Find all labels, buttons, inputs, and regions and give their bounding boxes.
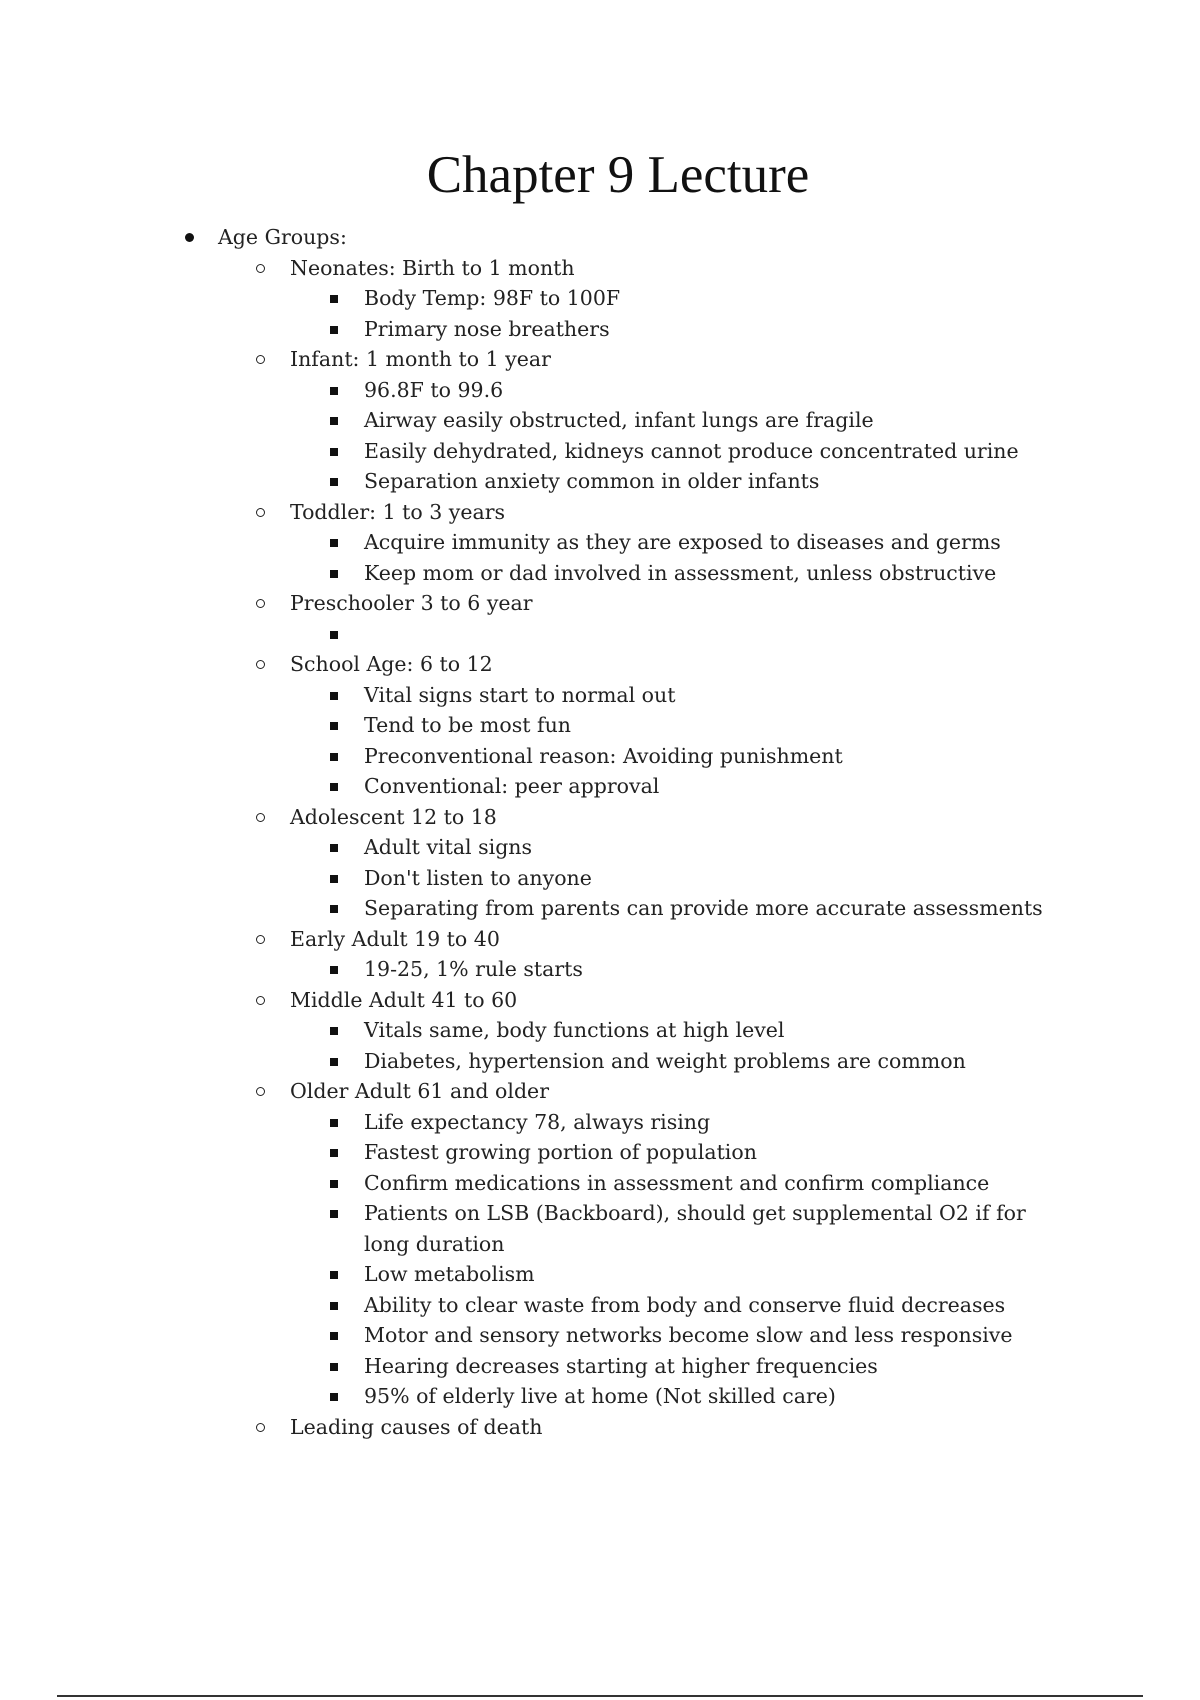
outline-item-level-3 (0, 1168, 1200, 1199)
outline-item-text: Early Adult 19 to 40 (290, 926, 500, 951)
bullet-square-icon (330, 1271, 338, 1279)
bullet-hollow-circle-icon (256, 1423, 265, 1432)
outline-item-text: Leading causes of death (290, 1414, 543, 1439)
outline-item-level-3 (0, 1137, 1200, 1168)
outline-item-text: Life expectancy 78, always rising (364, 1109, 711, 1134)
outline-item-level-1 (0, 222, 1200, 253)
outline-item-level-3 (0, 314, 1200, 345)
bullet-hollow-circle-icon (256, 508, 265, 517)
bullet-hollow-circle-icon (256, 660, 265, 669)
outline-item-text: Confirm medications in assessment and confirm compliance (364, 1170, 990, 1195)
outline-item-level-3 (0, 863, 1200, 894)
outline-item-text: 96.8F to 99.6 (364, 377, 504, 402)
outline-item-text: Hearing decreases starting at higher frequencies (364, 1353, 878, 1378)
bullet-square-icon (330, 387, 338, 395)
bullet-square-icon (330, 722, 338, 730)
outline-item-level-2 (0, 344, 1200, 375)
outline-item-text: Preconventional reason: Avoiding punishment (364, 743, 843, 768)
outline-item-text: Acquire immunity as they are exposed to diseases and germs (364, 530, 1001, 554)
bullet-square-icon (330, 326, 338, 334)
outline-item-level-2 (0, 985, 1200, 1016)
outline-item-level-3 (0, 619, 1200, 650)
outline-item-level-3 (0, 558, 1200, 589)
outline-item-level-2 (0, 253, 1200, 284)
outline-item-level-3 (0, 1046, 1200, 1077)
outline-item-text: Low metabolism (364, 1262, 535, 1286)
outline-item-level-3 (0, 832, 1200, 863)
bullet-hollow-circle-icon (256, 355, 265, 364)
outline-item-text: Don't listen to anyone (364, 865, 592, 890)
page-bottom-rule (57, 1695, 1143, 1697)
bullet-square-icon (330, 295, 338, 303)
outline-item-text: Neonates: Birth to 1 month (290, 255, 575, 280)
bullet-hollow-circle-icon (256, 264, 265, 273)
bullet-square-icon (330, 1210, 338, 1218)
outline-item-level-3 (0, 527, 1200, 558)
outline-item-level-3 (0, 741, 1200, 772)
outline-item-text: Vital signs start to normal out (364, 682, 676, 707)
outline-item-text: Ability to clear waste from body and conserve fluid decreases (364, 1292, 1006, 1317)
outline-item-text: Infant: 1 month to 1 year (290, 347, 551, 371)
bullet-square-icon (330, 417, 338, 425)
outline-item-level-2 (0, 802, 1200, 833)
bullet-square-icon (330, 905, 338, 913)
bullet-square-icon (330, 1393, 338, 1401)
outline-item-level-3 (0, 1290, 1200, 1321)
bullet-square-icon (330, 692, 338, 700)
outline-item-level-3 (0, 436, 1200, 467)
outline-item-text: Primary nose breathers (364, 316, 610, 341)
bullet-square-icon (330, 631, 338, 639)
bullet-square-icon (330, 1180, 338, 1188)
bullet-hollow-circle-icon (256, 935, 265, 944)
outline-item-level-3 (0, 893, 1200, 924)
outline-item-level-2 (0, 649, 1200, 680)
outline-item-level-2 (0, 497, 1200, 528)
outline-item-level-3 (0, 1381, 1200, 1412)
bullet-square-icon (330, 570, 338, 578)
outline-item-text: Age Groups: (218, 225, 347, 249)
bullet-square-icon (330, 1302, 338, 1310)
outline-item-level-3 (0, 1198, 1200, 1259)
bullet-square-icon (330, 1119, 338, 1127)
outline-item-text: Adolescent 12 to 18 (290, 804, 497, 829)
outline-item-level-3 (0, 466, 1200, 497)
outline-item-text: 19-25, 1% rule starts (364, 957, 583, 981)
outline-item-level-3 (0, 1320, 1200, 1351)
outline-item-text: Preschooler 3 to 6 year (290, 591, 533, 615)
outline-item-level-2 (0, 1076, 1200, 1107)
outline-item-text: Patients on LSB (Backboard), should get supplemental O2 if for long duration (364, 1201, 1026, 1256)
bullet-filled-circle-icon (185, 233, 194, 242)
bullet-square-icon (330, 1058, 338, 1066)
bullet-square-icon (330, 448, 338, 456)
bullet-square-icon (330, 753, 338, 761)
bullet-hollow-circle-icon (256, 1087, 265, 1096)
bullet-square-icon (330, 478, 338, 486)
outline-item-text: School Age: 6 to 12 (290, 652, 493, 676)
outline-item-text: Separating from parents can provide more accurate assessments (364, 896, 1043, 920)
outline-item-level-2 (0, 1412, 1200, 1443)
outline-item-text: Vitals same, body functions at high level (364, 1018, 785, 1042)
outline-item-level-3 (0, 405, 1200, 436)
outline-item-text: Airway easily obstructed, infant lungs are fragile (364, 408, 874, 432)
outline-item-level-3 (0, 375, 1200, 406)
outline-item-level-3 (0, 283, 1200, 314)
bullet-square-icon (330, 539, 338, 547)
outline-item-text: Easily dehydrated, kidneys cannot produce concentrated urine (364, 438, 1019, 463)
outline-item-text: Adult vital signs (364, 835, 533, 859)
bullet-square-icon (330, 966, 338, 974)
outline-item-level-3 (0, 1107, 1200, 1138)
outline-item-text: Fastest growing portion of population (364, 1140, 757, 1164)
bullet-hollow-circle-icon (256, 813, 265, 822)
outline-item-level-3 (0, 710, 1200, 741)
outline-item-text: 95% of elderly live at home (Not skilled care) (364, 1384, 836, 1408)
bullet-hollow-circle-icon (256, 996, 265, 1005)
bullet-hollow-circle-icon (256, 599, 265, 608)
outline-item-text: Older Adult 61 and older (290, 1079, 549, 1103)
bullet-square-icon (330, 844, 338, 852)
outline-item-level-3 (0, 954, 1200, 985)
bullet-square-icon (330, 1363, 338, 1371)
outline-item-text: Motor and sensory networks become slow and less responsive (364, 1323, 1013, 1347)
outline-item-level-2 (0, 588, 1200, 619)
bullet-square-icon (330, 1027, 338, 1035)
outline-item-text: Keep mom or dad involved in assessment, unless obstructive (364, 560, 997, 585)
outline-item-level-3 (0, 1351, 1200, 1382)
bullet-square-icon (330, 875, 338, 883)
outline-item-text: Separation anxiety common in older infants (364, 469, 820, 493)
outline-item-text: Toddler: 1 to 3 years (290, 499, 506, 524)
outline-item-level-3 (0, 680, 1200, 711)
outline-item-text: Conventional: peer approval (364, 774, 660, 798)
bullet-square-icon (330, 1149, 338, 1157)
outline-item-level-3 (0, 771, 1200, 802)
bullet-square-icon (330, 783, 338, 791)
outline-item-text: Middle Adult 41 to 60 (290, 987, 518, 1012)
document-title: Chapter 9 Lecture (426, 146, 810, 204)
outline-item-level-2 (0, 924, 1200, 955)
outline-item-level-3 (0, 1259, 1200, 1290)
outline-item-text: Tend to be most fun (364, 713, 571, 737)
outline-item-text: Body Temp: 98F to 100F (364, 286, 621, 310)
outline-item-level-3 (0, 1015, 1200, 1046)
outline-item-text: Diabetes, hypertension and weight problems are common (364, 1048, 966, 1073)
outline-list (0, 222, 1200, 1442)
bullet-square-icon (330, 1332, 338, 1340)
